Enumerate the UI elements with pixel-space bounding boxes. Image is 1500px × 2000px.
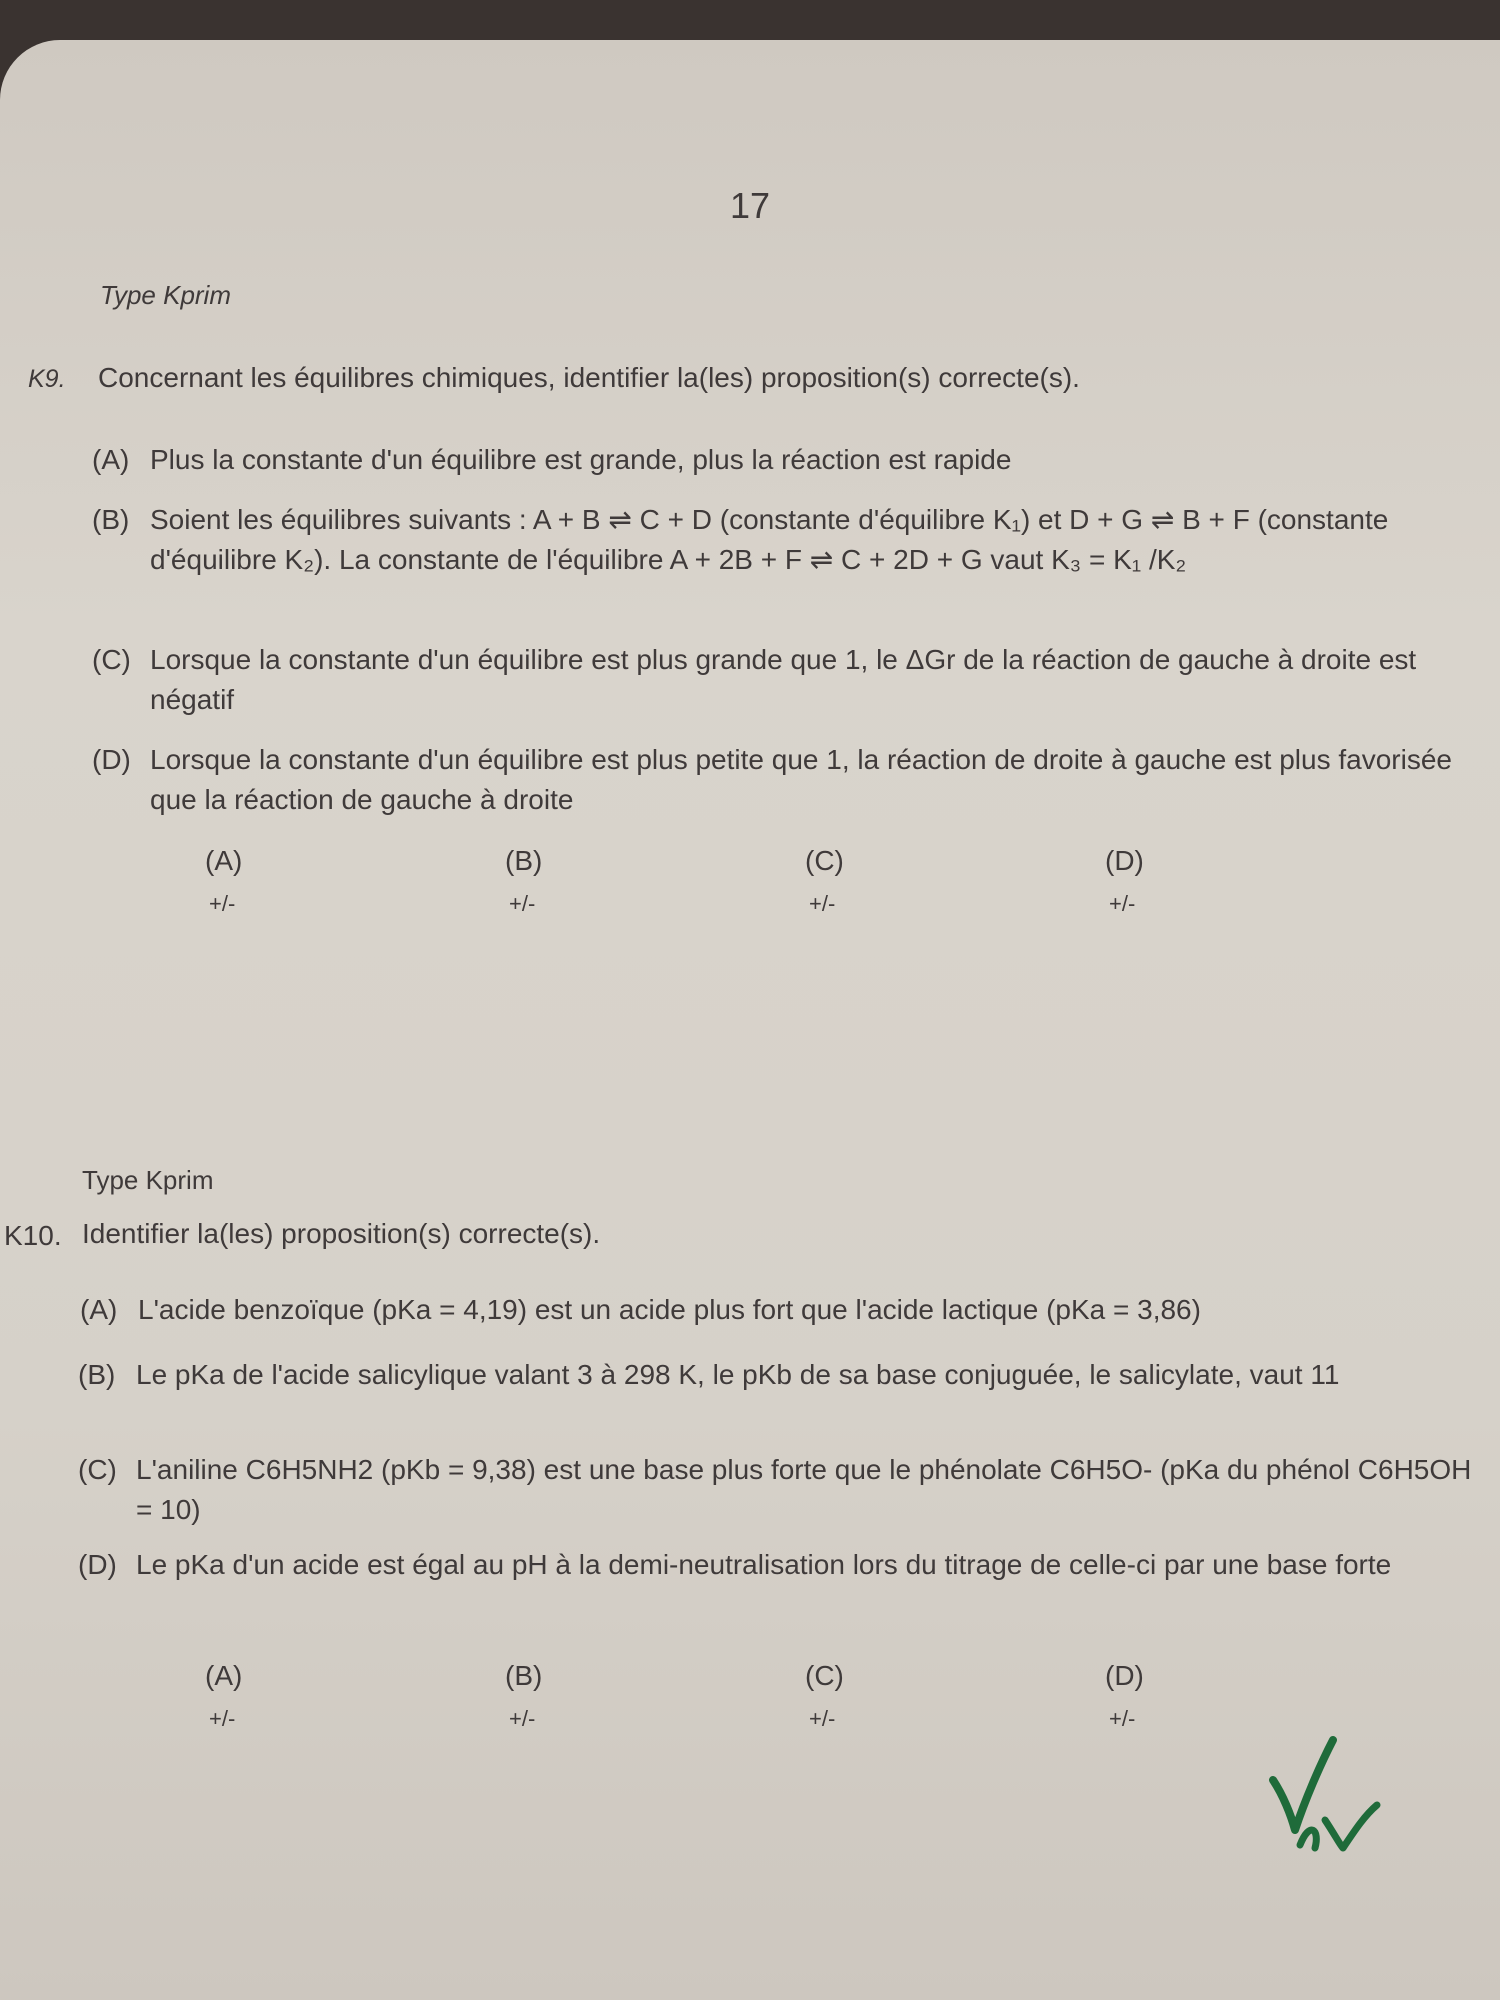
answer-grid: [205, 845, 1405, 917]
option-letter: (D): [78, 1549, 117, 1580]
answer-a[interactable]: (A) +/-: [205, 845, 243, 916]
question-type-label: Type Kprim: [100, 280, 231, 310]
option-d: [92, 740, 1482, 820]
option-text: Soient les équilibres suivants : A + B ⇌ C + D (constante d'équilibre K₁) et D + G ⇌ B + F (constante d'équilibre K₂). La constante de l'équilibre A + 2B + F ⇌ C + 2D + G vaut K₃ = K₁ /K₂: [150, 504, 1389, 575]
option-b: [78, 1355, 1478, 1395]
option-letter: (B): [92, 504, 130, 535]
answer-b[interactable]: (B) +/-: [505, 1660, 543, 1731]
option-letter: (C): [78, 1454, 117, 1485]
option-letter: (C): [92, 644, 131, 675]
option-a: [80, 1290, 1480, 1330]
question-number: K10.: [4, 1220, 62, 1251]
question-number: K9.: [28, 365, 66, 393]
option-text: Le pKa de l'acide salicylique valant 3 à 298 K, le pKb de sa base conjuguée, le salicylate, vaut 11: [136, 1359, 1340, 1390]
question-type-label: Type Kprim: [82, 1165, 214, 1195]
option-text: Lorsque la constante d'un équilibre est plus grande que 1, le ΔGr de la réaction de gauche à droite est négatif: [150, 644, 1417, 715]
answer-d[interactable]: (D) +/-: [1105, 845, 1144, 916]
option-text: Le pKa d'un acide est égal au pH à la demi-neutralisation lors du titrage de celle-ci par une base forte: [136, 1549, 1392, 1580]
option-text: L'acide benzoïque (pKa = 4,19) est un acide plus fort que l'acide lactique (pKa = 3,86): [138, 1294, 1201, 1325]
option-d: [78, 1545, 1478, 1585]
answer-d[interactable]: (D) +/-: [1105, 1660, 1144, 1731]
question-prompt: Identifier la(les) proposition(s) correcte(s).: [82, 1218, 601, 1249]
answer-a[interactable]: (A) +/-: [205, 1660, 243, 1731]
answer-b[interactable]: (B) +/-: [505, 845, 543, 916]
question-prompt: Concernant les équilibres chimiques, identifier la(les) proposition(s) correcte(s).: [98, 362, 1080, 393]
option-a: [92, 440, 1482, 480]
option-text: Lorsque la constante d'un équilibre est plus petite que 1, la réaction de droite à gauche est plus favorisée que la réaction de gauche à droite: [150, 744, 1452, 815]
option-c: [92, 640, 1482, 720]
exam-page: [0, 40, 1500, 2000]
page-number: 17: [729, 185, 771, 226]
answer-c[interactable]: (C) +/-: [805, 845, 844, 916]
option-text: Plus la constante d'un équilibre est grande, plus la réaction est rapide: [150, 444, 1012, 475]
option-letter: (A): [80, 1294, 118, 1325]
option-c: [78, 1450, 1478, 1530]
answer-c[interactable]: (C) +/-: [805, 1660, 844, 1731]
option-text: L'aniline C6H5NH2 (pKb = 9,38) est une base plus forte que le phénolate C6H5O- (pKa du phénol C6H5OH = 10): [136, 1454, 1472, 1525]
option-letter: (D): [92, 744, 131, 775]
option-letter: (B): [78, 1359, 116, 1390]
option-b: [92, 500, 1482, 580]
option-letter: (A): [92, 444, 130, 475]
check-icon: [1265, 1720, 1405, 1860]
answer-grid: [205, 1660, 1405, 1732]
